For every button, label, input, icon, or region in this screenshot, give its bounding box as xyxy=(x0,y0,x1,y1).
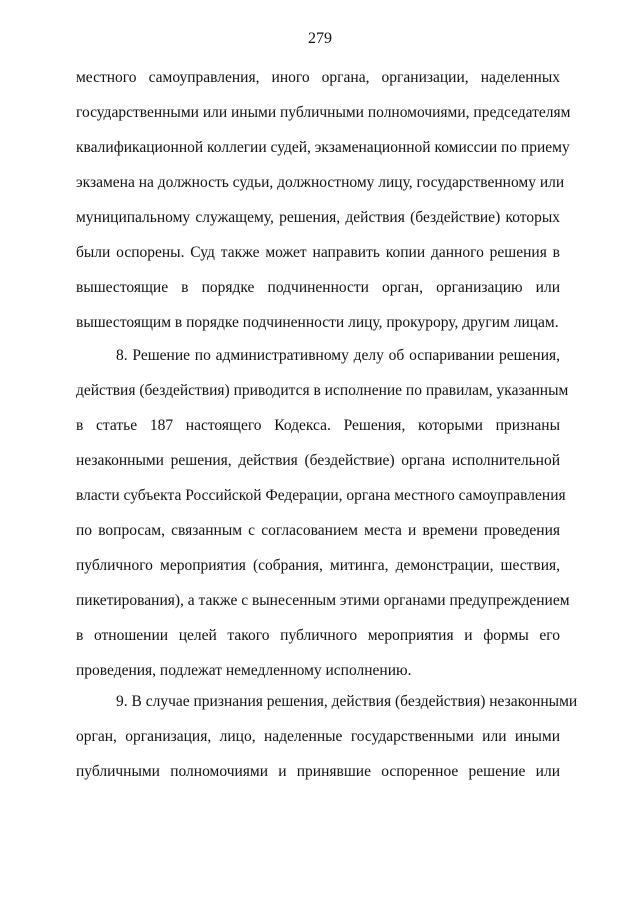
text-line: по вопросам, связанным с согласованием места и времени проведения xyxy=(76,522,560,539)
text-line: были оспорены. Суд также может направить копии данного решения в xyxy=(76,244,560,261)
text-line: проведения, подлежат немедленному исполнению. xyxy=(76,662,412,679)
text-line: власти субъекта Российской Федерации, органа местного самоуправления xyxy=(76,487,566,504)
text-line: публичными полномочиями и принявшие оспоренное решение или xyxy=(76,763,560,780)
paragraph-continuation xyxy=(76,60,571,340)
text-line: вышестоящие в порядке подчиненности орган, организацию или xyxy=(76,279,560,296)
paragraph-9 xyxy=(76,684,578,789)
text-line: орган, организация, лицо, наделенные государственными или иными xyxy=(76,728,560,745)
text-line: государственными или иными публичными полномочиями, председателям xyxy=(76,104,571,121)
paragraph-8 xyxy=(76,338,570,688)
text-line: квалификационной коллегии судей, экзаменационной комиссии по приему xyxy=(76,139,570,156)
text-line: в отношении целей такого публичного мероприятия и формы его xyxy=(76,627,560,644)
text-line: 8. Решение по административному делу об оспаривании решения, xyxy=(116,347,560,364)
text-line: пикетирования), а также с вынесенным этими органами предупреждением xyxy=(76,592,570,609)
text-line: вышестоящим в порядке подчиненности лицу, прокурору, другим лицам. xyxy=(76,314,559,331)
text-line: в статье 187 настоящего Кодекса. Решения, которыми признаны xyxy=(76,417,560,434)
page-number: 279 xyxy=(308,30,332,47)
text-line: незаконными решения, действия (бездействие) органа исполнительной xyxy=(76,452,560,469)
text-line: экзамена на должность судьи, должностному лицу, государственному или xyxy=(76,174,565,191)
text-line: публичного мероприятия (собрания, митинга, демонстрации, шествия, xyxy=(76,557,560,574)
text-line: 9. В случае признания решения, действия (бездействия) незаконными xyxy=(116,693,578,710)
text-line: действия (бездействия) приводится в исполнение по правилам, указанным xyxy=(76,382,569,399)
text-line: муниципальному служащему, решения, действия (бездействие) которых xyxy=(76,209,560,226)
text-line: местного самоуправления, иного органа, организации, наделенных xyxy=(76,69,560,86)
